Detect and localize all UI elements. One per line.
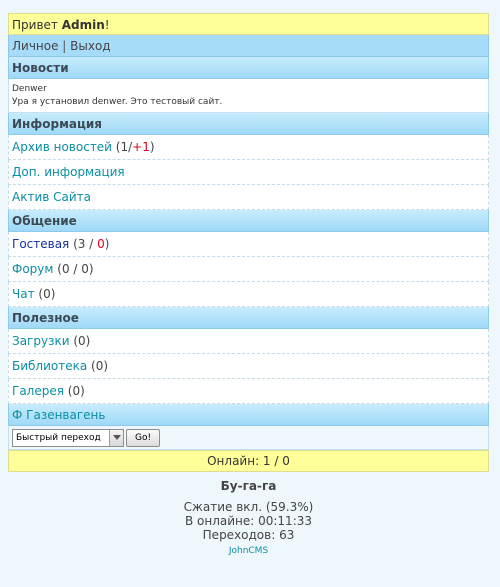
- guestbook-link[interactable]: Гостевая: [12, 237, 70, 251]
- info-header: Информация: [8, 113, 489, 135]
- menu-item-library: [8, 354, 489, 379]
- news-archive-link[interactable]: Архив новостей: [12, 140, 112, 154]
- featured-bar: [8, 404, 489, 426]
- personal-link[interactable]: Личное: [12, 39, 59, 53]
- menu-item-news-archive: [8, 135, 489, 160]
- chat-link[interactable]: Чат: [12, 287, 35, 301]
- greeting-suffix: !: [104, 18, 110, 32]
- menu-item-downloads: [8, 329, 489, 354]
- featured-link[interactable]: Ф Газенвагень: [12, 408, 106, 422]
- downloads-count: (0): [69, 334, 91, 348]
- news-item-title: Denwer: [12, 84, 47, 94]
- extra-info-link[interactable]: Доп. информация: [12, 165, 125, 179]
- guestbook-new-count[interactable]: 0: [97, 237, 105, 251]
- guestbook-count-open: (3 /: [69, 237, 98, 251]
- menu-item-gallery: [8, 379, 489, 404]
- news-archive-count-open: (1/: [111, 140, 133, 154]
- chevron-down-icon[interactable]: [109, 430, 123, 446]
- chat-count: (0): [34, 287, 56, 301]
- gallery-count: (0): [63, 384, 85, 398]
- forum-link[interactable]: Форум: [12, 262, 54, 276]
- go-button[interactable]: Go!: [126, 429, 160, 447]
- news-archive-count-close: ): [149, 140, 155, 154]
- transitions-count: Переходов: 63: [202, 528, 295, 542]
- useful-header: Полезное: [8, 307, 489, 329]
- quick-jump-select[interactable]: [12, 429, 124, 447]
- news-item-text: Ура я установил denwer. Это тестовый сайт.: [12, 97, 223, 107]
- online-counter[interactable]: Онлайн: 1 / 0: [8, 450, 489, 472]
- page: [8, 13, 489, 557]
- forum-count: (0 / 0): [53, 262, 94, 276]
- greeting-username: Admin: [61, 18, 105, 32]
- downloads-link[interactable]: Загрузки: [12, 334, 70, 348]
- gallery-link[interactable]: Галерея: [12, 384, 64, 398]
- menu-item-site-activity: [8, 185, 489, 210]
- greeting-prefix: Привет: [12, 18, 62, 32]
- library-link[interactable]: Библиотека: [12, 359, 88, 373]
- community-header: Общение: [8, 210, 489, 232]
- news-archive-new-count[interactable]: +1: [132, 140, 150, 154]
- menu-item-extra-info: [8, 160, 489, 185]
- quick-jump-selected: Быстрый переход: [16, 432, 101, 443]
- copyright-link[interactable]: JohnCMS: [228, 546, 269, 556]
- library-count: (0): [87, 359, 109, 373]
- site-slogan: Бу-га-га: [220, 479, 277, 493]
- menu-item-guestbook: [8, 232, 489, 257]
- news-item: [8, 79, 489, 113]
- guestbook-count-close: ): [104, 237, 110, 251]
- menu-item-forum: [8, 257, 489, 282]
- quick-jump-bar: [8, 426, 489, 450]
- online-time: В онлайне: 00:11:33: [184, 514, 313, 528]
- top-menu-separator: |: [58, 39, 71, 53]
- compression-info: Сжатие вкл. (59.3%): [183, 500, 314, 514]
- menu-item-chat: [8, 282, 489, 307]
- site-activity-link[interactable]: Актив Сайта: [12, 190, 92, 204]
- top-menu: [8, 35, 489, 57]
- news-header: Новости: [8, 57, 489, 79]
- footer: [8, 478, 489, 557]
- greeting-bar: [8, 13, 489, 35]
- logout-link[interactable]: Выход: [70, 39, 111, 53]
